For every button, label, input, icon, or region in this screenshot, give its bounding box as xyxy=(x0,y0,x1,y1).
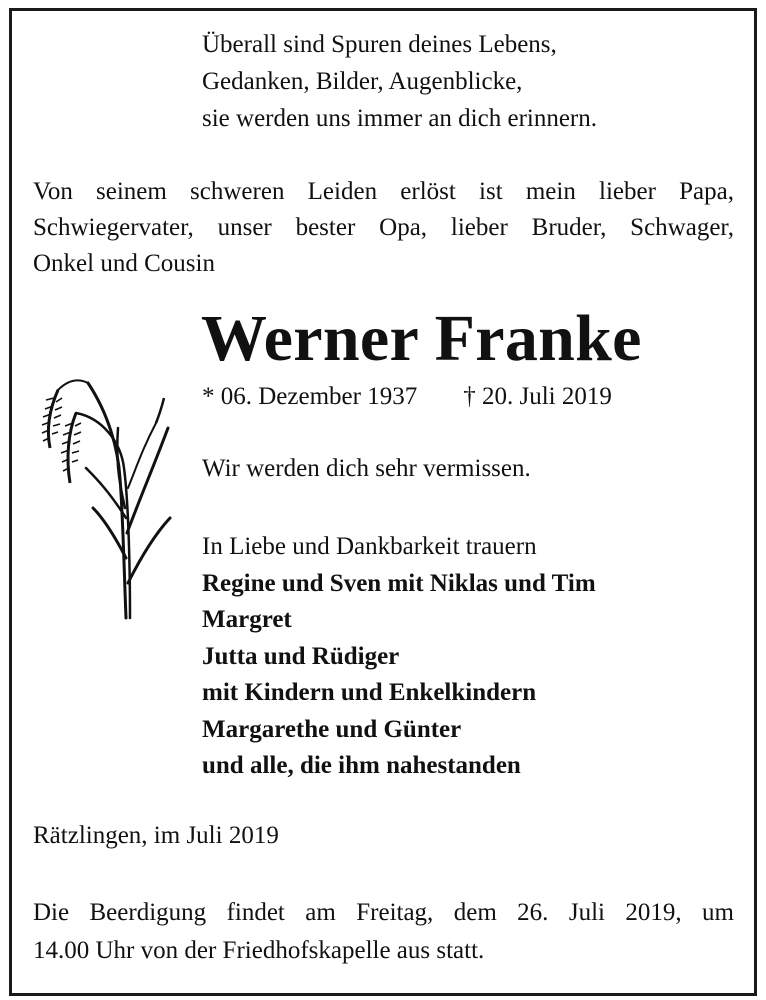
funeral-line: Die Beerdigung findet am Freitag, dem 26. Juli 2019, um xyxy=(33,899,734,926)
mourner-name: Margret xyxy=(202,606,292,633)
death-date: † 20. Juli 2019 xyxy=(463,383,612,410)
wheat-ornament-icon xyxy=(28,368,178,630)
mourner-name: und alle, die ihm nahestanden xyxy=(202,752,521,779)
announcement-line: Von seinem schweren Leiden erlöst ist mein lieber Papa, xyxy=(33,178,734,205)
mourner-name: Margarethe und Günter xyxy=(202,715,462,743)
announcement-text xyxy=(33,174,734,282)
mourner-name: Jutta und Rüdiger xyxy=(202,642,400,670)
life-dates xyxy=(202,381,612,413)
farewell-message: Wir werden dich sehr vermissen. xyxy=(202,455,531,482)
announcement-line: Schwiegervater, unser bester Opa, lieber Bruder, Schwager, xyxy=(33,214,734,241)
mourners-list xyxy=(202,529,596,785)
place-and-date: Rätzlingen, im Juli 2019 xyxy=(33,822,279,849)
verse-line: Überall sind Spuren deines Lebens, xyxy=(202,31,557,58)
mourner-name: mit Kindern und Enkelkindern xyxy=(202,679,537,706)
verse-line: Gedanken, Bilder, Augenblicke, xyxy=(202,68,523,95)
verse-line: sie werden uns immer an dich erinnern. xyxy=(202,105,598,132)
birth-date: * 06. Dezember 1937 xyxy=(202,383,418,410)
memorial-verse xyxy=(202,26,597,137)
announcement-line: Onkel und Cousin xyxy=(33,250,215,277)
mourners-intro: In Liebe und Dankbarkeit trauern xyxy=(202,533,537,560)
funeral-line: 14.00 Uhr von der Friedhofskapelle aus statt. xyxy=(33,937,485,964)
mourner-name: Regine und Sven mit Niklas und Tim xyxy=(202,569,596,597)
deceased-name: Werner Franke xyxy=(201,302,642,375)
funeral-details xyxy=(33,894,734,970)
